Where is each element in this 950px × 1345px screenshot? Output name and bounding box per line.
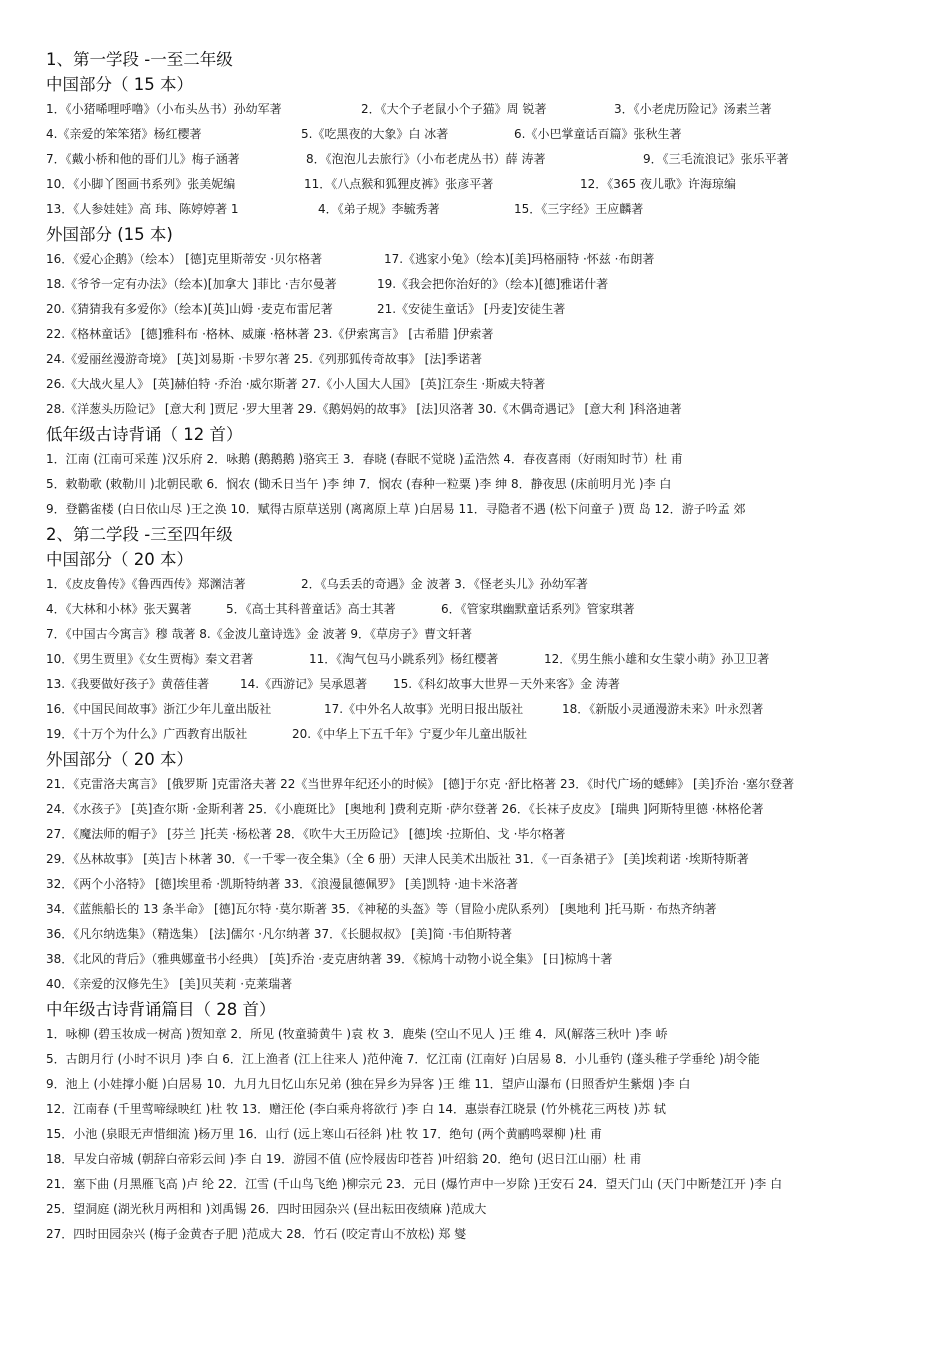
list-line bbox=[46, 622, 926, 647]
list-line bbox=[46, 672, 926, 697]
list-line bbox=[46, 497, 926, 522]
list-item: 5.《吃黑夜的大象》白 冰著 bbox=[301, 127, 449, 141]
list-item: 16．《中国民间故事》浙江少年儿童出版社 bbox=[46, 702, 272, 716]
list-item: 15.《科幻故事大世界－天外来客》金 涛著 bbox=[393, 677, 620, 691]
list-item: 1．《皮皮鲁传》《鲁西西传》郑渊洁著 bbox=[46, 577, 246, 591]
list-line bbox=[46, 597, 926, 622]
list-line bbox=[46, 1197, 926, 1222]
list-line bbox=[46, 447, 926, 472]
list-item: 9．登鹳雀楼 (白日依山尽 )王之涣 10．赋得古原草送别 (离离原上草 )白居易 11．寻隐者不遇 (松下问童子 )贾 岛 12．游子吟孟 郊 bbox=[46, 502, 746, 516]
list-item: 12．《男生熊小雄和女生蒙小萌》孙卫卫著 bbox=[544, 652, 770, 666]
list-item: 14.《西游记》吴承恩著 bbox=[240, 677, 368, 691]
list-line bbox=[46, 722, 926, 747]
list-line bbox=[46, 147, 926, 172]
list-line bbox=[46, 922, 926, 947]
list-item: 26.《大战火星人》 [英]赫伯特 ·乔治 ·威尔斯著 27.《小人国大人国》 [英]江奈生 ·斯威夫特著 bbox=[46, 377, 546, 391]
list-item: 22.《格林童话》 [德]雅科布 ·格林、威廉 ·格林著 23.《伊索寓言》 [古希腊 ]伊索著 bbox=[46, 327, 494, 341]
list-item: 21．塞下曲 (月黑雁飞高 )卢 纶 22．江雪 (千山鸟飞绝 )柳宗元 23．元日 (爆竹声中一岁除 )王安石 24．望天门山 (天门中断楚江开 )李 白 bbox=[46, 1177, 783, 1191]
list-line bbox=[46, 297, 926, 322]
list-item: 7．《戴小桥和他的哥们儿》梅子涵著 bbox=[46, 152, 240, 166]
list-line bbox=[46, 272, 926, 297]
list-item: 17.《中外名人故事》光明日报出版社 bbox=[324, 702, 524, 716]
list-item: 32．《两个小洛特》 [德]埃里希 ·凯斯特纳著 33．《浪漫鼠德佩罗》 [美]凯特 ·迪卡米洛著 bbox=[46, 877, 518, 891]
list-line bbox=[46, 1222, 926, 1247]
list-line bbox=[46, 872, 926, 897]
list-item: 21．《克雷洛夫寓言》 [俄罗斯 ]克雷洛夫著 22《当世界年纪还小的时候》 [德]于尔克 ·舒比格著 23．《时代广场的蟋蟀》 [美]乔治 ·塞尔登著 bbox=[46, 777, 795, 791]
list-item: 28.《洋葱头历险记》 [意大利 ]贾尼 ·罗大里著 29.《鹅妈妈的故事》 [法]贝洛著 30.《木偶奇遇记》 [意大利 ]科洛迪著 bbox=[46, 402, 682, 416]
list-line bbox=[46, 847, 926, 872]
section-heading: 中国部分（ 15 本） bbox=[46, 75, 193, 94]
list-item: 7．《中国古今寓言》穆 哉著 8.《金波儿童诗选》金 波著 9．《草房子》曹文轩著 bbox=[46, 627, 472, 641]
list-line bbox=[46, 1047, 926, 1072]
list-item: 18．《新版小灵通漫游未来》叶永烈著 bbox=[562, 702, 764, 716]
list-line bbox=[46, 172, 926, 197]
list-item: 8．《泡泡儿去旅行》（小布老虎丛书）薛 涛著 bbox=[306, 152, 546, 166]
list-line bbox=[46, 797, 926, 822]
list-item: 1．江南 (江南可采莲 )汉乐府 2．咏鹅 (鹅鹅鹅 )骆宾王 3．春晓 (春眠不觉晓 )孟浩然 4．春夜喜雨（好雨知时节）杜 甫 bbox=[46, 452, 683, 466]
list-item: 4．《弟子规》李毓秀著 bbox=[318, 202, 440, 216]
list-line bbox=[46, 1072, 926, 1097]
list-item: 12．江南春 (千里莺啼绿映红 )杜 牧 13．赠汪伦 (李白乘舟将欲行 )李 白 14．惠崇春江晓景 (竹外桃花三两枝 )苏 轼 bbox=[46, 1102, 666, 1116]
list-line bbox=[46, 247, 926, 272]
document-page bbox=[46, 47, 926, 1247]
list-item: 6.《小巴掌童话百篇》张秋生著 bbox=[514, 127, 682, 141]
list-line bbox=[46, 1147, 926, 1172]
list-item: 11．《淘气包马小跳系列》杨红樱著 bbox=[309, 652, 499, 666]
list-line bbox=[46, 347, 926, 372]
list-item: 27．《魔法师的帽子》 [芬兰 ]托芙 ·杨松著 28．《吹牛大王历险记》 [德]埃 ·拉斯伯、戈 ·毕尔格著 bbox=[46, 827, 566, 841]
section-heading: 1、第一学段 -一至二年级 bbox=[46, 50, 233, 69]
list-line bbox=[46, 197, 926, 222]
list-item: 1．《小猪唏哩呼噜》（小布头丛书）孙幼军著 bbox=[46, 102, 282, 116]
list-line bbox=[46, 697, 926, 722]
list-item: 2．《乌丢丢的奇遇》金 波著 3．《怪老头儿》孙幼军著 bbox=[301, 577, 588, 591]
list-item: 9．池上 (小娃撑小艇 )白居易 10．九月九日忆山东兄弟 (独在异乡为异客 )王 维 11．望庐山瀑布 (日照香炉生紫烟 )李 白 bbox=[46, 1077, 691, 1091]
section-heading: 外国部分（ 20 本） bbox=[46, 750, 193, 769]
list-line bbox=[46, 1097, 926, 1122]
list-line bbox=[46, 372, 926, 397]
list-line bbox=[46, 822, 926, 847]
list-line bbox=[46, 472, 926, 497]
list-item: 12．《365 夜儿歌》许海琼编 bbox=[580, 177, 736, 191]
list-item: 20.《猜猜我有多爱你》（绘本)[英]山姆 ·麦克布雷尼著 bbox=[46, 302, 333, 316]
list-item: 20.《中华上下五千年》宁夏少年儿童出版社 bbox=[292, 727, 528, 741]
list-line bbox=[46, 122, 926, 147]
list-line bbox=[46, 1172, 926, 1197]
section-heading: 2、第二学段 -三至四年级 bbox=[46, 525, 233, 544]
list-item: 21.《安徒生童话》 [丹麦]安徒生著 bbox=[377, 302, 566, 316]
list-item: 4．《大林和小林》张天翼著 bbox=[46, 602, 192, 616]
section-heading: 中国部分（ 20 本） bbox=[46, 550, 193, 569]
list-item: 36．《凡尔纳选集》（精选集） [法]儒尔 ·凡尔纳著 37．《长腿叔叔》 [美]简 ·韦伯斯特著 bbox=[46, 927, 512, 941]
section-heading: 中年级古诗背诵篇目（ 28 首） bbox=[46, 1000, 276, 1019]
list-item: 10．《男生贾里》《女生贾梅》秦文君著 bbox=[46, 652, 254, 666]
list-item: 25．望洞庭 (湖光秋月两相和 )刘禹锡 26．四时田园杂兴 (昼出耘田夜绩麻 )范成大 bbox=[46, 1202, 487, 1216]
list-line bbox=[46, 972, 926, 997]
list-item: 19．《十万个为什么》广西教育出版社 bbox=[46, 727, 248, 741]
list-line bbox=[46, 1022, 926, 1047]
list-item: 5．古朗月行 (小时不识月 )李 白 6．江上渔者 (江上往来人 )范仲淹 7．忆江南 (江南好 )白居易 8．小儿垂钓 (蓬头稚子学垂纶 )胡令能 bbox=[46, 1052, 760, 1066]
list-line bbox=[46, 1122, 926, 1147]
list-item: 10．《小脚丫图画书系列》张美妮编 bbox=[46, 177, 236, 191]
list-item: 15．小池 (泉眼无声惜细流 )杨万里 16．山行 (远上寒山石径斜 )杜 牧 17．绝句 (两个黄鹂鸣翠柳 )杜 甫 bbox=[46, 1127, 603, 1141]
section-heading: 外国部分 (15 本) bbox=[46, 225, 173, 244]
list-item: 40．《亲爱的汉修先生》 [美]贝芙莉 ·克莱瑞著 bbox=[46, 977, 293, 991]
list-item: 6．《管家琪幽默童话系列》管家琪著 bbox=[441, 602, 635, 616]
list-item: 24.《爱丽丝漫游奇境》 [英]刘易斯 ·卡罗尔著 25.《列那狐传奇故事》 [法]季诺著 bbox=[46, 352, 482, 366]
list-item: 5．敕勒歌 (敕勒川 )北朝民歌 6．悯农 (锄禾日当午 )李 绅 7．悯农 (春种一粒粟 )李 绅 8．静夜思 (床前明月光 )李 白 bbox=[46, 477, 672, 491]
list-item: 17.《逃家小兔》（绘本)[美]玛格丽特 ·怀兹 ·布朗著 bbox=[384, 252, 655, 266]
list-item: 19.《我会把你治好的》（绘本)[德]雅诺什著 bbox=[377, 277, 609, 291]
list-item: 5．《高士其科普童话》高士其著 bbox=[226, 602, 396, 616]
list-line bbox=[46, 97, 926, 122]
list-item: 13．《人参娃娃》高 玮、陈婷婷著 1 bbox=[46, 202, 239, 216]
list-item: 24．《水孩子》 [英]查尔斯 ·金斯利著 25．《小鹿斑比》 [奥地利 ]费利克斯 ·萨尔登著 26．《长袜子皮皮》 [瑞典 ]阿斯特里德 ·林格伦著 bbox=[46, 802, 764, 816]
list-item: 34．《蓝熊船长的 13 条半命》 [德]瓦尔特 ·莫尔斯著 35．《神秘的头盔》等（冒险小虎队系列） [奥地利 ]托马斯 · 布热齐纳著 bbox=[46, 902, 717, 916]
list-item: 11．《八点猴和狐狸皮裤》张彦平著 bbox=[304, 177, 494, 191]
list-line bbox=[46, 647, 926, 672]
list-item: 18．早发白帝城 (朝辞白帝彩云间 )李 白 19．游园不值 (应怜屐齿印苍苔 )叶绍翁 20．绝句 (迟日江山丽）杜 甫 bbox=[46, 1152, 642, 1166]
list-item: 27．四时田园杂兴 (梅子金黄杏子肥 )范成大 28．竹石 (咬定青山不放松) 郑 燮 bbox=[46, 1227, 467, 1241]
list-item: 9．《三毛流浪记》张乐平著 bbox=[643, 152, 789, 166]
list-item: 1．咏柳 (碧玉妆成一树高 )贺知章 2．所见 (牧童骑黄牛 )袁 枚 3．鹿柴 (空山不见人 )王 维 4．风(解落三秋叶 )李 峤 bbox=[46, 1027, 668, 1041]
list-item: 4.《亲爱的笨笨猪》杨红樱著 bbox=[46, 127, 202, 141]
list-item: 29．《丛林故事》 [英]吉卜林著 30．《一千零一夜全集》（全 6 册）天津人民美术出版社 31．《一百条裙子》 [美]埃莉诺 ·埃斯特斯著 bbox=[46, 852, 749, 866]
list-item: 38．《北风的背后》（雅典娜童书小经典） [英]乔治 ·麦克唐纳著 39．《椋鸠十动物小说全集》 [日]椋鸠十著 bbox=[46, 952, 613, 966]
list-item: 18.《爷爷一定有办法》（绘本)[加拿大 ]菲比 ·吉尔曼著 bbox=[46, 277, 337, 291]
list-line bbox=[46, 772, 926, 797]
list-line bbox=[46, 572, 926, 597]
list-line bbox=[46, 947, 926, 972]
section-heading: 低年级古诗背诵（ 12 首） bbox=[46, 425, 243, 444]
list-item: 15．《三字经》王应麟著 bbox=[514, 202, 644, 216]
list-item: 3．《小老虎历险记》汤素兰著 bbox=[614, 102, 772, 116]
list-item: 2．《大个子老鼠小个子猫》周 锐著 bbox=[361, 102, 547, 116]
list-line bbox=[46, 322, 926, 347]
list-item: 16．《爱心企鹅》（绘本） [德]克里斯蒂安 ·贝尔格著 bbox=[46, 252, 323, 266]
list-line bbox=[46, 897, 926, 922]
list-line bbox=[46, 397, 926, 422]
list-item: 13.《我要做好孩子》黄蓓佳著 bbox=[46, 677, 210, 691]
